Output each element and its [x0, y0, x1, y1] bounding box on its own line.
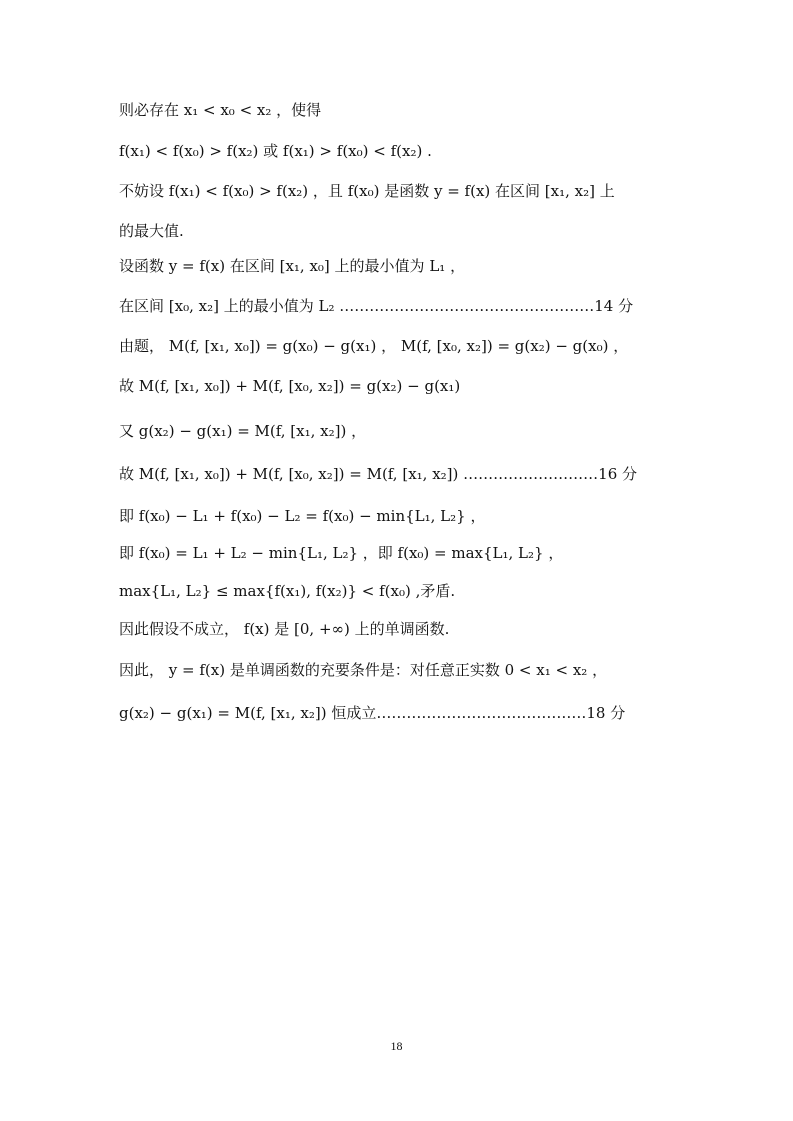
proof-line-14: 因此假设不成立， f(x) 是 [0, +∞) 上的单调函数. — [119, 620, 450, 638]
page-number: 18 — [390, 1039, 403, 1053]
proof-line-8: 故 M(f, [x₁, x₀]) + M(f, [x₀, x₂]) = g(x₂) − g(x₁) — [119, 377, 461, 395]
proof-line-7: 由题， M(f, [x₁, x₀]) = g(x₀) − g(x₁) ， M(f, [x₀, x₂]) = g(x₂) − g(x₀) ， — [119, 337, 629, 355]
proof-line-15: 因此， y = f(x) 是单调函数的充要条件是：对任意正实数 0 < x₁ < x₂ ， — [119, 661, 608, 679]
proof-line-4: 的最大值. — [119, 222, 184, 240]
proof-line-6: 在区间 [x₀, x₂] 上的最小值为 L₂ ……………………………………………14 分 — [119, 297, 634, 315]
proof-line-9: 又 g(x₂) − g(x₁) = M(f, [x₁, x₂]) ， — [119, 422, 367, 440]
proof-line-11: 即 f(x₀) − L₁ + f(x₀) − L₂ = f(x₀) − min{L₁, L₂} ， — [119, 507, 486, 525]
proof-line-2: f(x₁) < f(x₀) > f(x₂) 或 f(x₁) > f(x₀) < f(x₂) . — [119, 142, 432, 160]
proof-line-10: 故 M(f, [x₁, x₀]) + M(f, [x₀, x₂]) = M(f, [x₁, x₂]) ………………………16 分 — [119, 465, 638, 483]
proof-line-12: 即 f(x₀) = L₁ + L₂ − min{L₁, L₂} ，即 f(x₀) = max{L₁, L₂} ， — [119, 544, 564, 562]
proof-line-16: g(x₂) − g(x₁) = M(f, [x₁, x₂]) 恒成立……………………………………18 分 — [119, 704, 626, 722]
proof-line-13: max{L₁, L₂} ≤ max{f(x₁), f(x₂)} < f(x₀) ,矛盾. — [119, 582, 456, 600]
proof-line-3: 不妨设 f(x₁) < f(x₀) > f(x₂) ，且 f(x₀) 是函数 y = f(x) 在区间 [x₁, x₂] 上 — [119, 182, 615, 200]
proof-line-5: 设函数 y = f(x) 在区间 [x₁, x₀] 上的最小值为 L₁ ， — [119, 257, 466, 275]
proof-line-1: 则必存在 x₁ < x₀ < x₂ ，使得 — [119, 101, 322, 119]
